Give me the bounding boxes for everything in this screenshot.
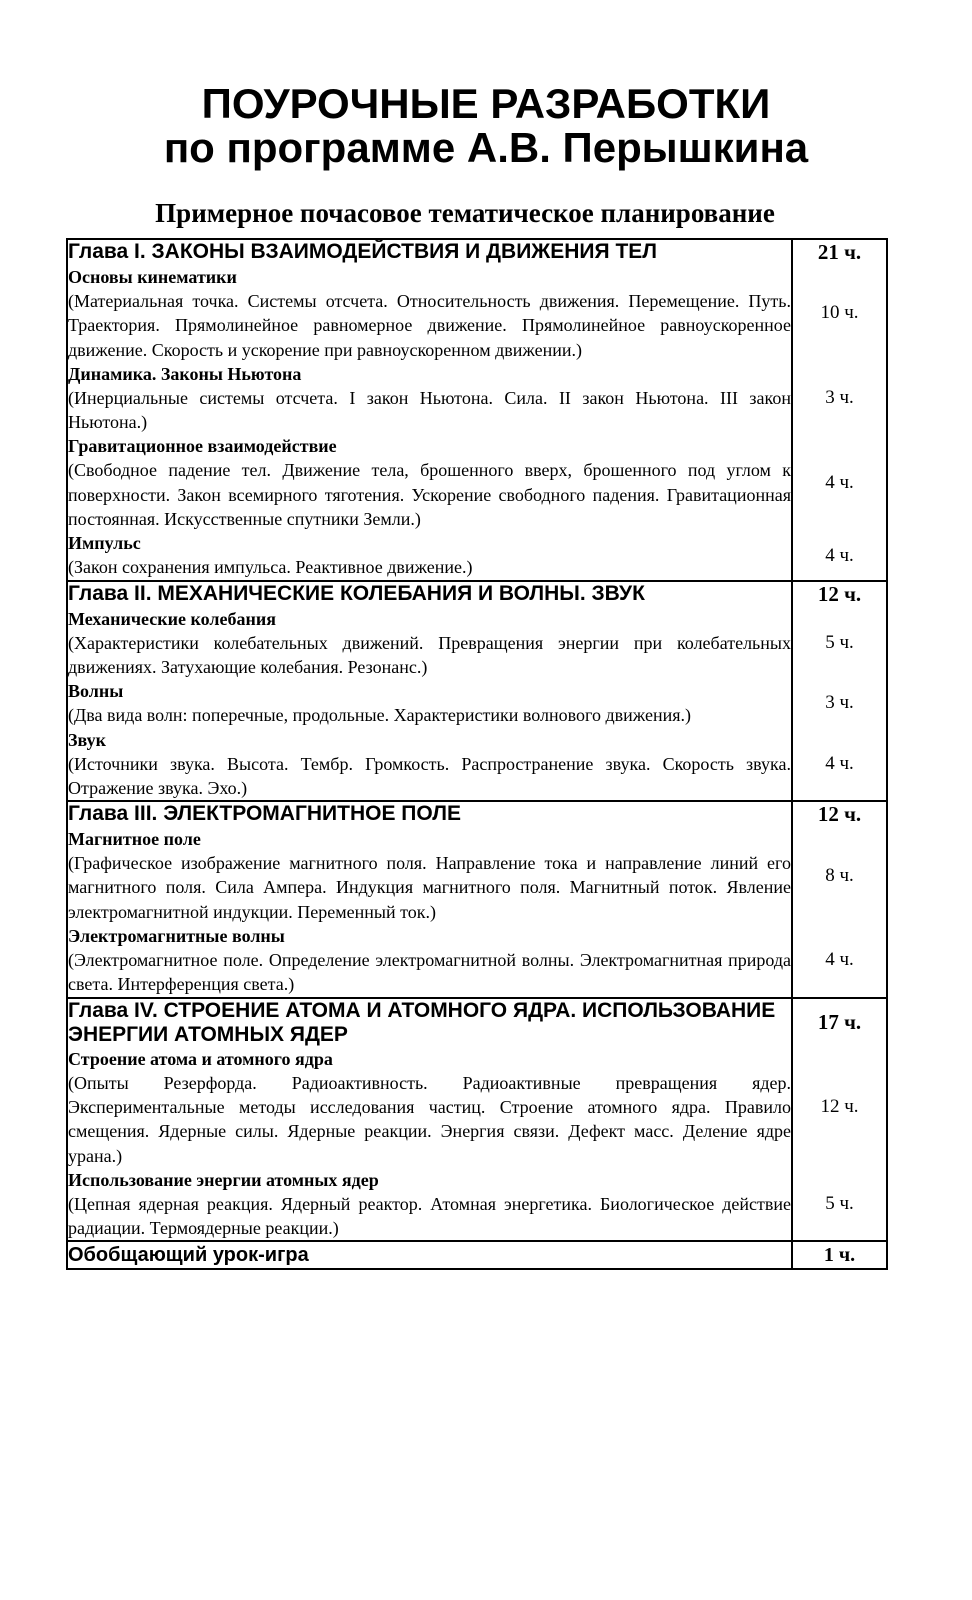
topic-name-row [67,1047,887,1071]
topic-name-row [67,265,887,289]
topic-name: Импульс [67,531,792,555]
topic-description: (Закон сохранения импульса. Реактивное движение.) [67,555,792,580]
topic-hours: 10 ч. [792,265,887,362]
topic-desc-row [67,1071,887,1168]
topic-name: Строение атома и атомного ядра [67,1047,792,1071]
topic-desc-row [67,948,887,998]
final-row [67,1241,887,1269]
topic-name: Волны [67,679,792,703]
topic-name-row [67,728,887,752]
page-subtitle: Примерное почасовое тематическое планирование [155,198,775,228]
chapter-row [67,998,887,1047]
topic-desc-row [67,458,887,531]
topic-name-row [67,1168,887,1192]
topic-hours: 3 ч. [792,362,887,435]
topic-name-row [67,434,887,458]
chapter-row [67,581,887,607]
topic-description: (Характеристики колебательных движений. Превращения энергии при колебательных движениях. Затухающие колебания. Резонанс.) [67,631,792,680]
topic-description: (Электромагнитное поле. Определение электромагнитной волны. Электромагнитная природа света. Интерференция света.) [67,948,792,998]
topic-name-row [67,607,887,631]
topic-desc-row [67,386,887,435]
topic-hours: 12 ч. [792,1047,887,1168]
topic-desc-row [67,289,887,362]
topic-name-row [67,924,887,948]
topic-desc-row [67,703,887,727]
topic-description: (Опыты Резерфорда. Радиоактивность. Радиоактивные превращения ядер. Экспериментальные методы исследования частиц. Строение атомного ядра. Правило смещения. Ядерные силы. Ядерные реакции. Энергия связи. Дефект масс. Деление ядре урана.) [67,1071,792,1168]
topic-name: Магнитное поле [67,827,792,851]
topic-desc-row [67,1192,887,1242]
chapter-row [67,239,887,265]
topic-name: Использование энергии атомных ядер [67,1168,792,1192]
topic-name-row [67,362,887,386]
chapter-hours: 21 ч. [792,239,887,265]
topic-hours: 4 ч. [792,924,887,998]
chapter-title: Глава I. ЗАКОНЫ ВЗАИМОДЕЙСТВИЯ И ДВИЖЕНИЯ ТЕЛ [67,239,792,265]
topic-name: Гравитационное взаимодействие [67,434,792,458]
topic-hours: 8 ч. [792,827,887,924]
topic-description: (Цепная ядерная реакция. Ядерный реактор. Атомная энергетика. Биологическое действие радиации. Термоядерные реакции.) [67,1192,792,1242]
topic-desc-row [67,752,887,802]
topic-name: Динамика. Законы Ньютона [67,362,792,386]
topic-hours: 4 ч. [792,531,887,580]
topic-description: (Источники звука. Высота. Тембр. Громкость. Распространение звука. Скорость звука. Отражение звука. Эхо.) [67,752,792,802]
topic-description: (Два вида волн: поперечные, продольные. Характеристики волнового движения.) [67,703,792,727]
topic-name: Основы кинематики [67,265,792,289]
topic-name-row [67,827,887,851]
topic-description: (Свободное падение тел. Движение тела, брошенного вверх, брошенного под углом к поверхности. Закон всемирного тяготения. Ускорение свободного падения. Гравитационная постоянная. Искусственные спутники Земли.) [67,458,792,531]
chapter-hours: 12 ч. [792,581,887,607]
topic-desc-row [67,851,887,924]
final-lesson-title: Обобщающий урок-игра [67,1241,792,1269]
topic-description: (Графическое изображение магнитного поля. Направление тока и направление линий его магнитного поля. Сила Ампера. Индукция магнитного поля. Магнитный поток. Явление электромагнитной индукции. Переменный ток.) [67,851,792,924]
chapter-hours: 12 ч. [792,801,887,827]
topic-name: Электромагнитные волны [67,924,792,948]
topic-name: Механические колебания [67,607,792,631]
topic-hours: 4 ч. [792,728,887,802]
topic-name-row [67,679,887,703]
chapter-hours: 17 ч. [792,998,887,1047]
topic-hours: 5 ч. [792,607,887,680]
chapter-title: Глава III. ЭЛЕКТРОМАГНИТНОЕ ПОЛЕ [67,801,792,827]
topic-name: Звук [67,728,792,752]
topic-hours: 5 ч. [792,1168,887,1242]
topic-description: (Инерциальные системы отсчета. I закон Ньютона. Сила. II закон Ньютона. III закон Ньютона.) [67,386,792,435]
topic-hours: 3 ч. [792,679,887,727]
final-lesson-hours: 1 ч. [792,1241,887,1269]
topic-description: (Материальная точка. Системы отсчета. Относительность движения. Перемещение. Путь. Траектория. Прямолинейное равномерное движение. Прямолинейное равноускоренное движение. Скорость и ускорение при равноускоренном движении.) [67,289,792,362]
chapter-row [67,801,887,827]
topic-hours: 4 ч. [792,434,887,531]
page-title-line2: по программе А.В. Перышкина [163,124,809,171]
topic-desc-row [67,555,887,580]
topic-name-row [67,531,887,555]
topic-desc-row [67,631,887,680]
planning-table [66,238,888,1270]
chapter-title: Глава II. МЕХАНИЧЕСКИЕ КОЛЕБАНИЯ И ВОЛНЫ. ЗВУК [67,581,792,607]
chapter-title: Глава IV. СТРОЕНИЕ АТОМА И АТОМНОГО ЯДРА. ИСПОЛЬЗОВАНИЕ ЭНЕРГИИ АТОМНЫХ ЯДЕР [67,998,792,1047]
page-title-line1: ПОУРОЧНЫЕ РАЗРАБОТКИ [201,80,771,127]
